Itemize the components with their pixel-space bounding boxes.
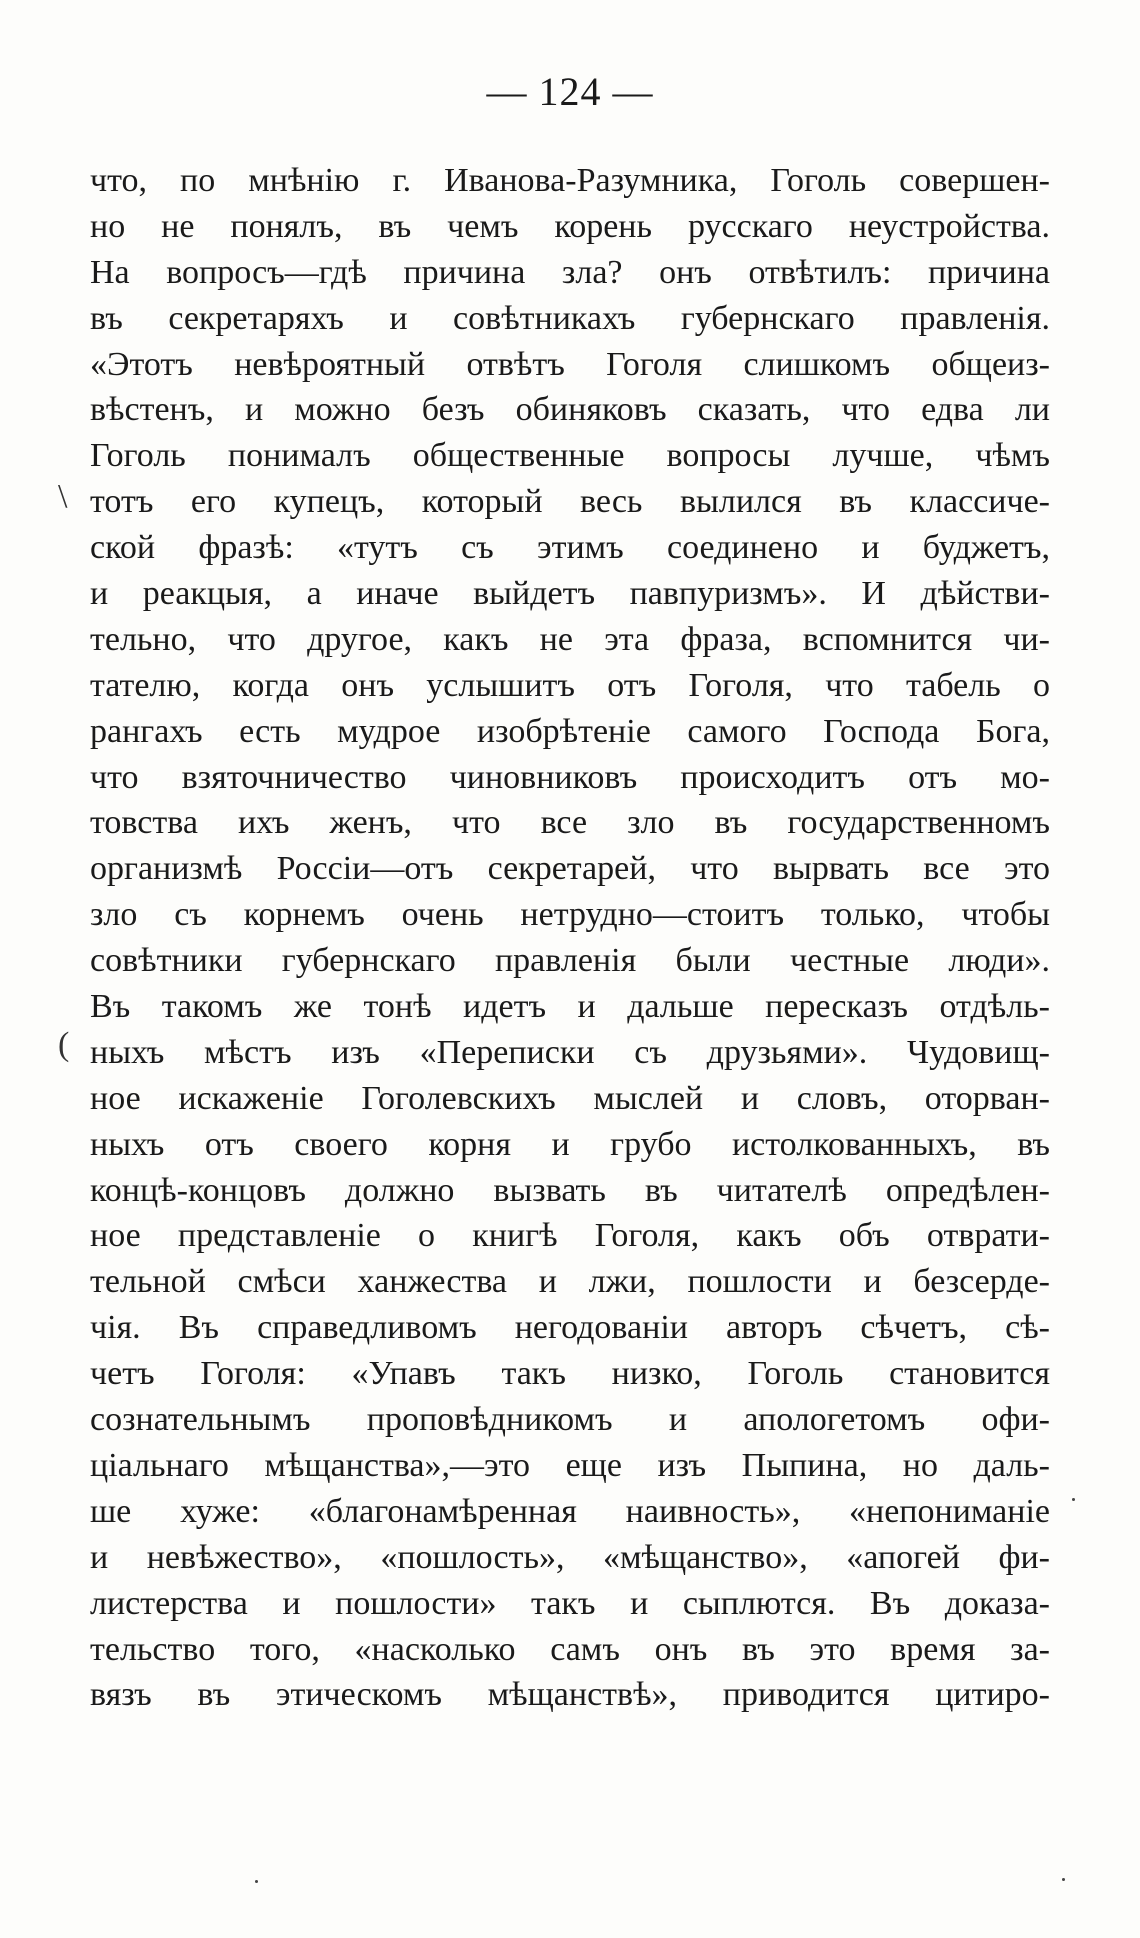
text-line: организмѣ Россіи—отъ секретарей, что вырвать все это — [90, 850, 1050, 888]
text-line: въ секретаряхъ и совѣтникахъ губернскаго правленія. — [90, 299, 1050, 337]
text-line: листерства и пошлости» такъ и сыплются. Въ доказа- — [90, 1584, 1050, 1622]
text-line: «Этотъ невѣроятный отвѣтъ Гоголя слишкомъ общеиз- — [90, 345, 1050, 383]
text-line: концѣ-концовъ должно вызвать въ читателѣ опредѣлен- — [90, 1171, 1050, 1209]
margin-mark-top: \ — [58, 478, 68, 515]
text-line: чія. Въ справедливомъ негодованіи авторъ сѣчетъ, сѣ- — [90, 1309, 1050, 1347]
text-line: ныхъ мѣстъ изъ «Переписки съ друзьями». Чудовищ- — [90, 1033, 1050, 1071]
text-line: тельной смѣси ханжества и лжи, пошлости и безсерде- — [90, 1263, 1050, 1301]
text-line: рангахъ есть мудрое изобрѣтеніе самого Господа Бога, — [90, 712, 1050, 750]
text-line: что, по мнѣнію г. Иванова-Разумника, Гоголь совершен- — [90, 162, 1050, 199]
text-line: товства ихъ женъ, что все зло въ государственномъ — [90, 804, 1050, 842]
text-line: тельно, что другое, какъ не эта фраза, вспомнится чи- — [90, 620, 1050, 658]
text-line: ціальнаго мѣщанства»,—это еще изъ Пыпина, но даль- — [90, 1446, 1050, 1484]
text-line: сознательнымъ проповѣдникомъ и апологетомъ офи- — [90, 1401, 1050, 1439]
text-line: зло съ корнемъ очень нетрудно—стоитъ только, чтобы — [90, 896, 1050, 934]
text-line: совѣтники губернскаго правленія были честные люди». — [90, 942, 1050, 980]
text-line: тотъ его купецъ, который весь вылился въ классиче- — [90, 483, 1050, 521]
text-line: ныхъ отъ своего корня и грубо истолкованныхъ, въ — [90, 1125, 1050, 1163]
page-number: — 124 — — [486, 69, 654, 114]
ink-speck — [1062, 1878, 1065, 1881]
text-line: ской фразѣ: «тутъ съ этимъ соединено и буджетъ, — [90, 529, 1050, 567]
text-line: вѣстенъ, и можно безъ обиняковъ сказать, что едва ли — [90, 391, 1050, 429]
text-line: тельство того, «насколько самъ онъ въ это время за- — [90, 1630, 1050, 1668]
ink-speck — [255, 1880, 258, 1883]
text-line: ное искаженіе Гоголевскихъ мыслей и словъ, оторван- — [90, 1079, 1050, 1117]
ink-speck — [1072, 1498, 1075, 1501]
text-line: четъ Гоголя: «Упавъ такъ низко, Гоголь становится — [90, 1355, 1050, 1393]
margin-mark-bottom: ( — [58, 1026, 70, 1063]
text-line: и реакцыя, а иначе выйдетъ павпуризмъ». И дѣйстви- — [90, 575, 1050, 613]
body-text — [90, 158, 1050, 1718]
text-line: что взяточничество чиновниковъ происходитъ отъ мо- — [90, 758, 1050, 796]
text-line: вязъ въ этическомъ мѣщанствѣ», приводится цитиро- — [90, 1676, 1050, 1714]
text-line: Гоголь понималъ общественные вопросы лучше, чѣмъ — [90, 437, 1050, 475]
text-line: ше хуже: «благонамѣренная наивность», «непониманіе — [90, 1492, 1050, 1530]
text-line: тателю, когда онъ услышитъ отъ Гоголя, что табель о — [90, 666, 1050, 704]
text-line: но не понялъ, въ чемъ корень русскаго неустройства. — [90, 207, 1050, 245]
text-line: На вопросъ—гдѣ причина зла? онъ отвѣтилъ: причина — [90, 253, 1050, 291]
text-line: и невѣжество», «пошлость», «мѣщанство», «апогей фи- — [90, 1538, 1050, 1576]
text-line: ное представленіе о книгѣ Гоголя, какъ объ отврати- — [90, 1217, 1050, 1255]
text-line: Въ такомъ же тонѣ идетъ и дальше пересказъ отдѣль- — [90, 988, 1050, 1026]
